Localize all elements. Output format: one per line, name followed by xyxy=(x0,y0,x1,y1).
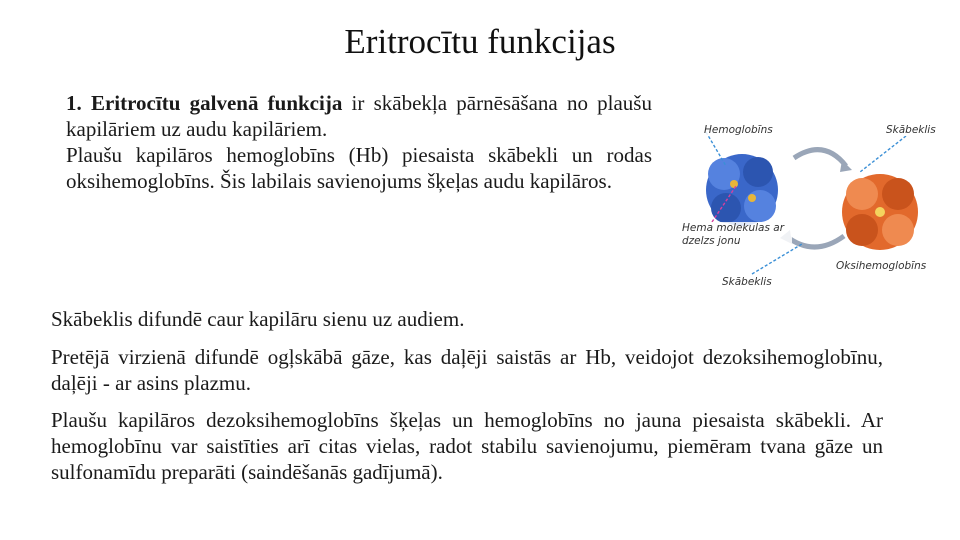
label-oxyhemoglobin: Oksihemoglobīns xyxy=(836,260,927,272)
paragraph-main-function xyxy=(66,90,652,194)
reverse-arrow xyxy=(786,236,844,247)
hemoglobin-molecule xyxy=(706,154,778,226)
forward-arrowhead xyxy=(840,160,852,172)
paragraph-lead-bold: 1. Eritrocītu galvenā funkcija xyxy=(66,91,343,115)
oxygen-bottom-pointer xyxy=(752,244,802,274)
label-oxygen-bottom: Skābeklis xyxy=(722,276,772,288)
label-hemoglobin: Hemoglobīns xyxy=(704,124,773,136)
oxygen-top-pointer xyxy=(860,136,906,172)
paragraph-oxygen-diffusion: Skābeklis difundē caur kapilāru sienu uz audiem. xyxy=(51,307,465,331)
oxyhemoglobin-molecule xyxy=(842,174,918,250)
slide-title: Eritrocītu funkcijas xyxy=(344,22,616,61)
paragraph-lung-capillaries: Plaušu kapilāros hemoglobīns (Hb) piesaista skābekli un rodas oksihemoglobīns. Šis labilais savienojums šķeļas audu kapilāros. xyxy=(66,143,652,193)
paragraph-carbon-dioxide: Pretējā virzienā difundē ogļskābā gāze, kas daļēji saistās ar Hb, veidojot dezoksihemoglobīnu, daļēji - ar asins plazmu. xyxy=(51,345,883,395)
forward-arrow xyxy=(794,150,846,166)
paragraph-deoxyhemoglobin: Plaušu kapilāros dezoksihemoglobīns šķeļas un hemoglobīns no jauna piesaista skābekli. Ar hemoglobīnu var saistīties arī citas vielas, radot stabilu savienojumu, piemēram tvana gāze un sulfonamīdu preparāti (saindēšanās gadījumā). xyxy=(51,408,883,484)
label-oxygen-top: Skābeklis xyxy=(886,124,936,136)
label-heme: Hema molekulas ar dzelzs jonu xyxy=(682,222,792,248)
hemoglobin-illustration xyxy=(674,118,942,290)
paragraph-lead-rest: ir skābekļa pārnēsāšana no plaušu kapilāriem uz audu kapilāriem. xyxy=(66,91,652,141)
